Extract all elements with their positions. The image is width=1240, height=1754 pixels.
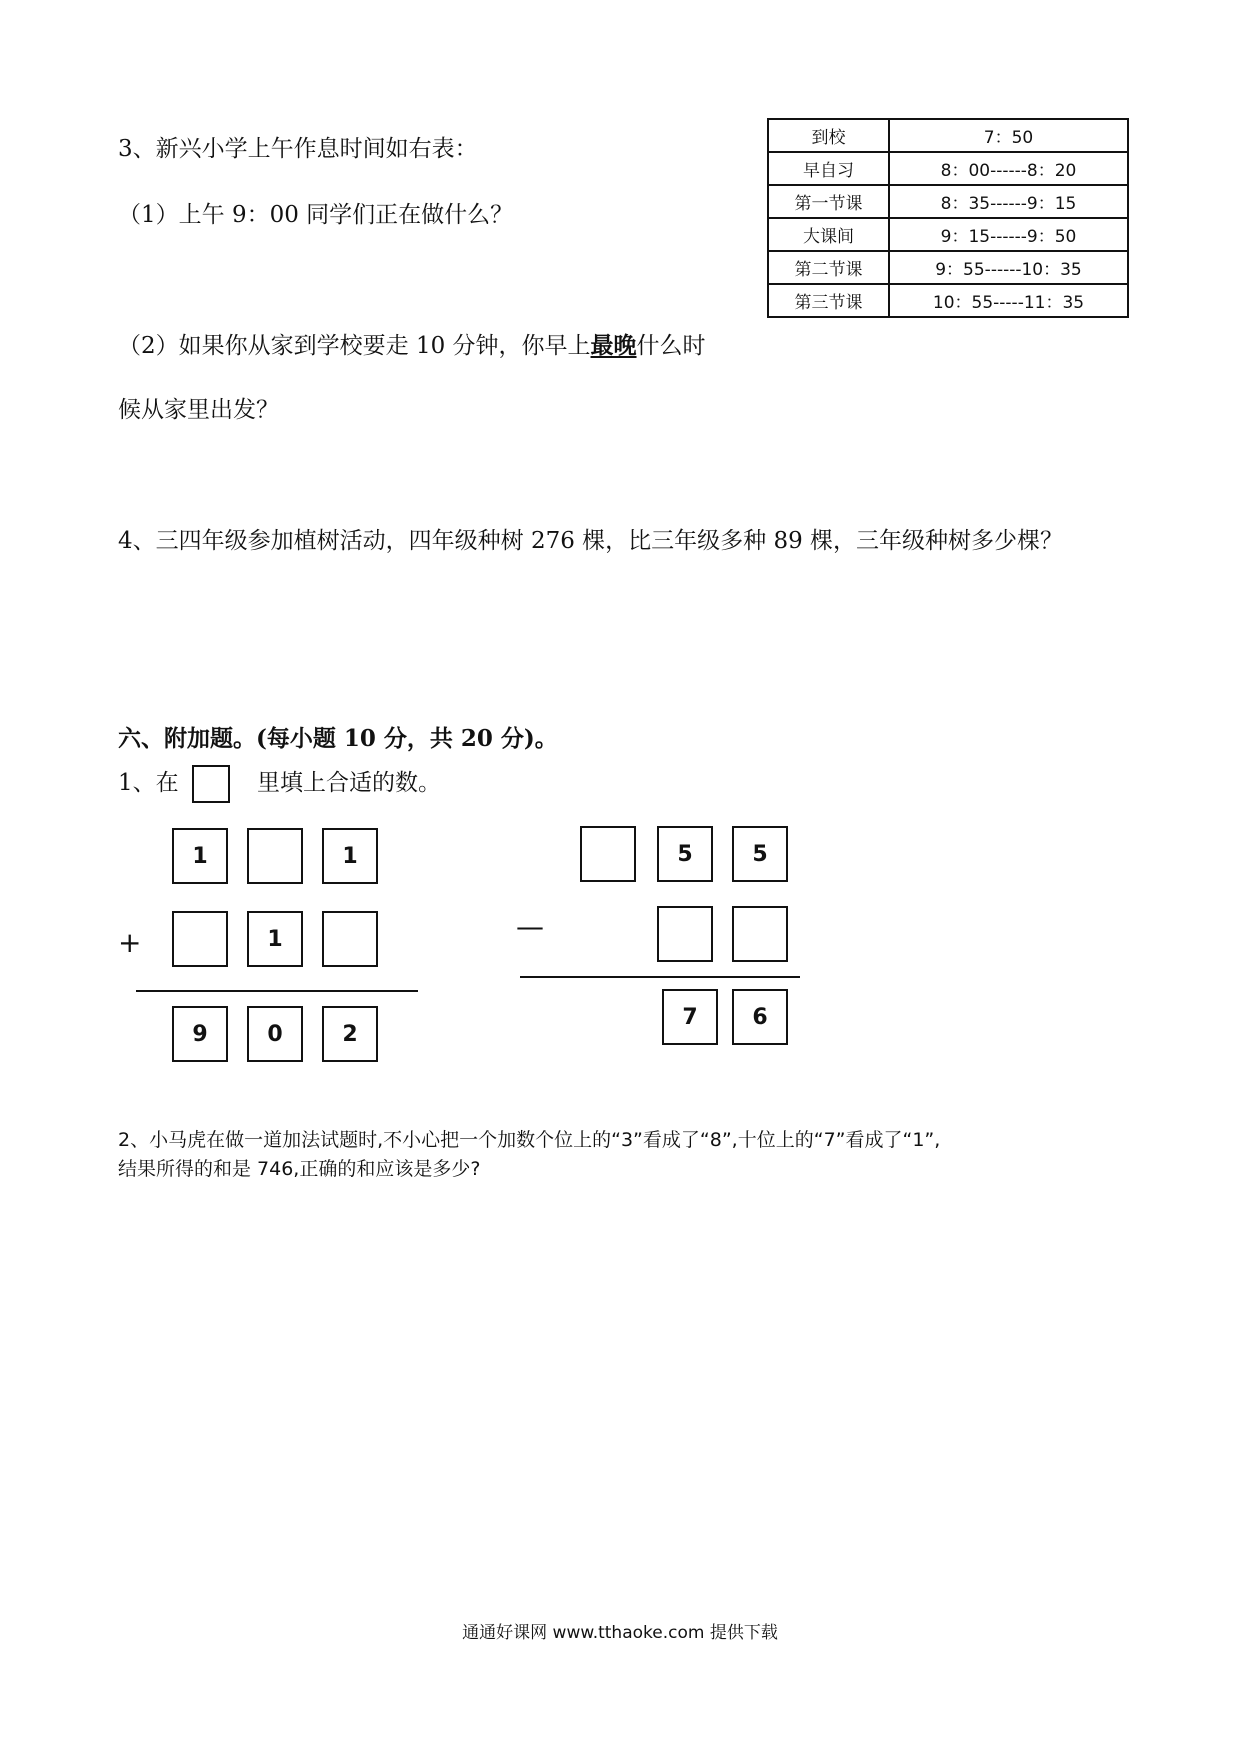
addition-result-box[interactable]: 0 [247, 1006, 303, 1062]
schedule-table [767, 118, 1129, 318]
schedule-event: 早自习 [768, 152, 889, 185]
subtraction-digit-box[interactable]: 5 [657, 826, 713, 882]
table-row [768, 218, 1128, 251]
addition-digit-box[interactable]: 1 [172, 828, 228, 884]
section6-q1-prefix: 1、在 [118, 770, 179, 796]
schedule-time: 8：00------8：20 [889, 152, 1128, 185]
addition-digit-box[interactable]: 1 [247, 911, 303, 967]
section6-q1-suffix: 里填上合适的数。 [257, 770, 441, 796]
addition-digit-box[interactable] [322, 911, 378, 967]
addition-result-box[interactable]: 2 [322, 1006, 378, 1062]
table-row [768, 251, 1128, 284]
addition-digit-box[interactable] [247, 828, 303, 884]
table-row [768, 284, 1128, 317]
subtraction-digit-box[interactable] [732, 906, 788, 962]
q3-stem: 3、新兴小学上午作息时间如右表： [118, 136, 478, 162]
subtraction-result-box[interactable]: 7 [662, 989, 718, 1045]
schedule-event: 第一节课 [768, 185, 889, 218]
section6-q2 [118, 1126, 1128, 1185]
table-row [768, 185, 1128, 218]
schedule-time: 10：55-----11：35 [889, 284, 1128, 317]
schedule-event: 第三节课 [768, 284, 889, 317]
plus-operator: + [118, 926, 142, 959]
schedule-event: 到校 [768, 119, 889, 152]
footer-credit: 通通好课网 www.tthaoke.com 提供下载 [462, 1623, 778, 1643]
section6-q2-line1: 2、小马虎在做一道加法试题时,不小心把一个加数个位上的“3”看成了“8”,十位上的“7”看成了“1”, [118, 1129, 941, 1151]
schedule-time: 8：35------9：15 [889, 185, 1128, 218]
q3-sub2 [118, 332, 706, 361]
blank-box-sample [192, 765, 230, 803]
section6-q2-line2: 结果所得的和是 746,正确的和应该是多少? [118, 1158, 481, 1181]
addition-digit-box[interactable] [172, 911, 228, 967]
q3-sub2-line2: 候从家里出发？ [118, 397, 279, 423]
schedule-time: 7：50 [889, 119, 1128, 152]
schedule-event: 大课间 [768, 218, 889, 251]
addition-divider [136, 990, 418, 992]
addition-digit-box[interactable]: 1 [322, 828, 378, 884]
table-row [768, 119, 1128, 152]
subtraction-digit-box[interactable] [657, 906, 713, 962]
subtraction-digit-box[interactable] [580, 826, 636, 882]
q3-sub2-suffix: 什么时 [636, 333, 706, 359]
section6-title: 六、附加题。(每小题 10 分，共 20 分)。 [118, 725, 558, 752]
q3-sub2-prefix: （2）如果你从家到学校要走 10 分钟，你早上 [118, 333, 591, 359]
subtraction-result-box[interactable]: 6 [732, 989, 788, 1045]
addition-result-box[interactable]: 9 [172, 1006, 228, 1062]
schedule-event: 第二节课 [768, 251, 889, 284]
subtraction-divider [520, 976, 800, 978]
q3-sub1: （1）上午 9：00 同学们正在做什么？ [118, 202, 514, 228]
schedule-time: 9：55------10：35 [889, 251, 1128, 284]
q4-text: 4、三四年级参加植树活动，四年级种树 276 棵，比三年级多种 89 棵，三年级种树多少棵？ [118, 528, 1064, 554]
minus-operator: — [516, 910, 544, 943]
table-row [768, 152, 1128, 185]
schedule-time: 9：15------9：50 [889, 218, 1128, 251]
subtraction-digit-box[interactable]: 5 [732, 826, 788, 882]
q3-sub2-emphasis: 最晚 [590, 332, 637, 359]
